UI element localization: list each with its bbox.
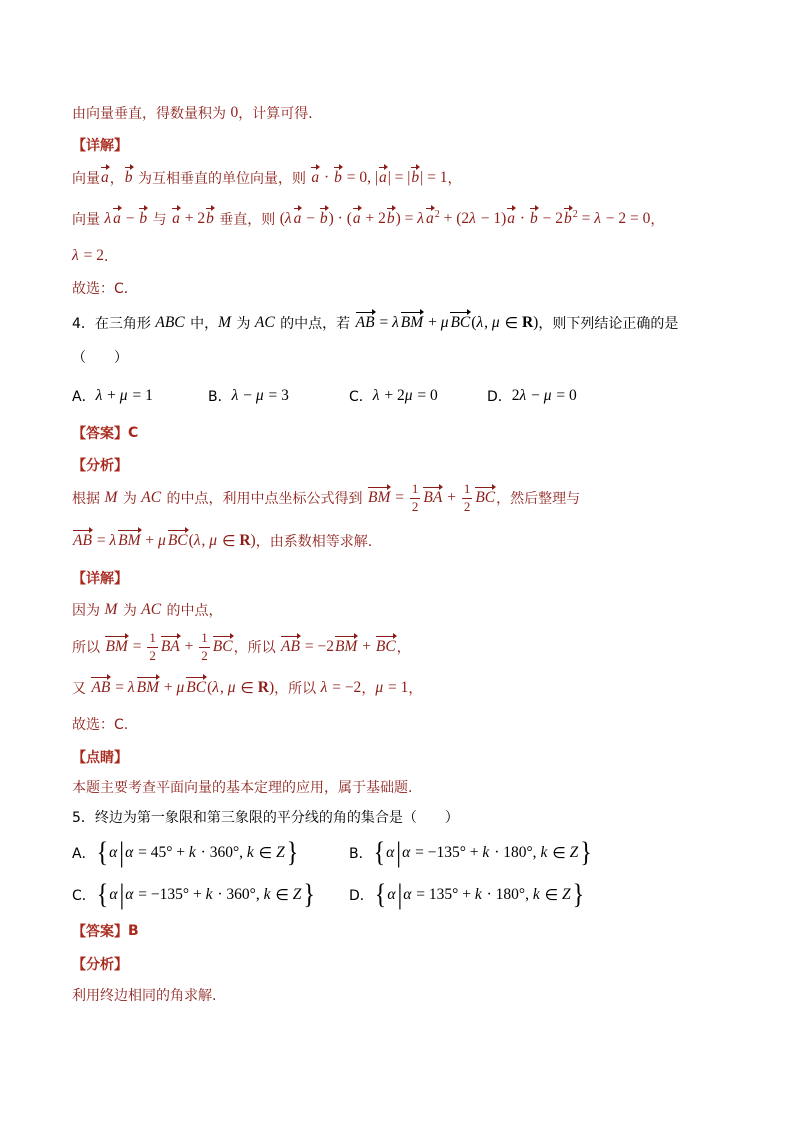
math-expression: +	[141, 532, 159, 549]
math-expression: =	[111, 679, 128, 696]
q4-analysis-label: 【分析】	[72, 458, 128, 474]
q3-detail-line-3	[72, 243, 118, 269]
vector: a	[113, 210, 121, 228]
option-expression	[373, 838, 593, 868]
math-delimiter: |	[119, 837, 125, 869]
math-delimiter: }	[572, 879, 585, 911]
option-letter: B．	[349, 846, 373, 862]
math-expression: − 1)	[476, 210, 507, 227]
q4-analysis-line-2	[72, 528, 372, 554]
math-expression: (	[188, 532, 194, 549]
math-variable: μ	[404, 387, 413, 404]
math-expression: − 2 = 0	[601, 210, 651, 227]
math-expression: )	[533, 314, 539, 331]
q4-detail-line-2	[72, 626, 411, 668]
q3-detail-label: 【详解】	[72, 138, 128, 154]
math-variable: λ	[127, 679, 135, 696]
math-variable: α	[125, 844, 134, 861]
math-delimiter: |	[396, 837, 402, 869]
math-expression: + 2	[361, 210, 386, 227]
math-expression: +	[180, 638, 198, 655]
math-expression: = 1	[384, 679, 409, 696]
math-variable: Z	[292, 886, 302, 903]
q4-conclusion: 故选：C.	[72, 717, 129, 733]
math-variable: M	[104, 489, 118, 506]
fraction-numerator: 1	[147, 631, 158, 647]
option-expression	[96, 838, 300, 868]
vector: BM	[368, 489, 391, 507]
q3-conclusion: 故选：C．	[72, 281, 138, 297]
math-variable: μ	[440, 314, 449, 331]
math-expression: ) · (	[328, 210, 352, 227]
vector: BM	[136, 679, 159, 697]
q5-option-a	[72, 838, 299, 868]
math-expression: = 0	[413, 387, 438, 404]
q5-analysis: 利用终边相同的角求解.	[72, 988, 217, 1004]
vector: a	[426, 210, 434, 228]
text-run: 向量	[72, 212, 105, 228]
vector: BA	[160, 638, 180, 656]
q5-option-b	[349, 838, 593, 868]
math-expression: + (2	[439, 210, 470, 227]
fraction	[410, 482, 421, 514]
text-run: 为互相垂直的单位向量，则	[133, 171, 311, 187]
fraction-denominator: 2	[201, 647, 208, 663]
text-run: ，	[109, 171, 124, 187]
math-expression: ∈	[540, 886, 563, 904]
math-variable: k	[205, 886, 213, 903]
text-run: 中，	[185, 316, 219, 332]
q4-option-d	[487, 383, 577, 409]
math-variable: λ	[72, 247, 79, 264]
math-variable: λ	[212, 679, 219, 696]
math-expression: +	[103, 387, 120, 404]
math-expression: ∈	[271, 886, 293, 904]
math-variable: μ	[543, 387, 552, 404]
math-variable: k	[482, 844, 490, 861]
math-expression: = 3	[264, 387, 289, 404]
text-run: ，	[650, 212, 665, 228]
math-expression: | = 1	[420, 169, 448, 186]
text-run: 与	[148, 212, 172, 228]
fraction-denominator: 2	[149, 647, 156, 663]
math-expression: (	[207, 679, 213, 696]
text-run: 所以	[72, 640, 105, 656]
vector: a	[172, 210, 180, 228]
q4-detail-label: 【详解】	[72, 571, 128, 587]
option-expression	[232, 383, 289, 409]
math-variable: λ	[320, 679, 328, 696]
q3-detail-line-1	[72, 165, 462, 191]
vector: AB	[73, 532, 92, 550]
q4-remark-label: 【点睛】	[72, 750, 128, 766]
q3-detail-line-2	[72, 206, 664, 232]
math-variable: α	[109, 844, 118, 861]
math-expression: | = |	[387, 169, 411, 186]
math-expression: + 2	[380, 387, 405, 404]
math-variable: λ	[284, 210, 292, 227]
math-expression: ,	[201, 532, 210, 549]
vector: BC	[475, 489, 496, 507]
option-letter: B．	[208, 389, 232, 405]
math-expression: · 180°,	[482, 886, 533, 903]
q4-answer-blank: （ ）	[72, 350, 128, 366]
q4-question-stem	[72, 310, 678, 336]
math-variable: μ	[255, 387, 264, 404]
math-expression: =	[92, 532, 110, 549]
vector: a	[378, 169, 387, 187]
fraction	[199, 631, 210, 663]
math-variable: μ	[227, 679, 236, 696]
q4-analysis-line-1	[72, 477, 580, 519]
math-delimiter: {	[96, 837, 109, 869]
option-letter: D．	[487, 389, 512, 405]
vector: b	[206, 210, 214, 228]
math-expression: ,	[219, 679, 228, 696]
math-variable: λ	[104, 210, 112, 227]
math-expression: = 2	[79, 247, 104, 264]
math-delimiter: {	[373, 837, 386, 869]
math-expression: =	[375, 314, 393, 331]
math-expression: −	[121, 210, 139, 227]
math-variable: α	[402, 844, 411, 861]
text-run: ，由系数相等求解.	[255, 534, 373, 550]
fraction-numerator: 1	[410, 482, 421, 498]
math-variable: α	[125, 886, 134, 903]
math-delimiter: {	[96, 879, 109, 911]
q5-answer	[72, 918, 139, 944]
math-variable: λ	[193, 532, 201, 549]
math-expression: −	[239, 387, 256, 404]
text-run: ，所以	[274, 681, 321, 697]
math-expression: · 360°,	[196, 844, 247, 861]
math-expression: ∈	[218, 532, 240, 550]
answer-value: C	[128, 425, 139, 441]
math-delimiter: {	[374, 879, 387, 911]
fraction-numerator: 1	[462, 482, 473, 498]
option-expression	[96, 383, 153, 409]
text-run: 向量	[72, 171, 100, 187]
math-variable: μ	[176, 679, 185, 696]
math-variable: λ	[469, 210, 476, 227]
math-variable: λ	[95, 387, 103, 404]
math-expression: · 360°,	[213, 886, 264, 903]
math-variable: μ	[119, 387, 128, 404]
vector: BA	[423, 489, 443, 507]
math-expression: = 45° +	[134, 844, 189, 861]
math-variable: k	[188, 844, 196, 861]
math-expression: (	[471, 314, 477, 331]
q4-remark: 本题主要考查平面向量的基本定理的应用，属于基础题.	[72, 780, 413, 796]
option-expression	[512, 383, 577, 409]
math-expression: +	[443, 489, 460, 506]
math-variable: μ	[209, 532, 218, 549]
math-variable: λ	[109, 532, 117, 549]
vector: AB	[281, 638, 300, 656]
vector: b	[334, 169, 342, 187]
vector: b	[411, 169, 420, 187]
math-variable: μ	[491, 314, 500, 331]
math-variable: Z	[276, 844, 285, 861]
vector: AB	[91, 679, 111, 697]
math-expression: −	[302, 210, 319, 227]
answer-label: 【答案】	[72, 924, 128, 940]
vector: b	[386, 210, 395, 228]
math-expression: = 1	[128, 387, 153, 404]
fraction-denominator: 2	[411, 498, 419, 514]
math-expression: 2	[511, 387, 520, 404]
q3-analysis-tail	[72, 100, 322, 126]
vector: b	[529, 210, 538, 228]
answer-value: B	[128, 923, 139, 939]
math-expression: +	[160, 679, 177, 696]
text-run: 为	[118, 491, 142, 507]
q5-option-d	[349, 880, 585, 910]
fraction	[147, 631, 158, 663]
text-run: ，	[447, 171, 462, 187]
math-variable: k	[263, 886, 271, 903]
math-delimiter: }	[286, 837, 299, 869]
math-variable: μ	[375, 679, 384, 696]
math-variable: k	[474, 886, 482, 903]
math-expression: )	[250, 532, 256, 549]
math-variable: λ	[392, 314, 399, 331]
vector: BM	[400, 314, 424, 332]
vector: a	[507, 210, 516, 228]
vector: BC	[450, 314, 471, 332]
text-run: ，	[361, 681, 376, 697]
math-expression: −	[527, 387, 544, 404]
math-expression: =	[128, 638, 146, 655]
vector: a	[352, 210, 361, 228]
math-expression: ) =	[395, 210, 418, 227]
vector: BC	[375, 638, 396, 656]
superscript: 2	[434, 209, 440, 220]
vector: b	[124, 169, 133, 187]
math-variable: α	[109, 886, 118, 903]
math-expression: + 2	[180, 210, 206, 227]
math-variable: AC	[141, 601, 162, 618]
vector: a	[311, 169, 320, 187]
q4-answer	[72, 420, 138, 446]
math-variable: k	[532, 886, 540, 903]
vector: AB	[355, 314, 375, 332]
q4-option-b	[208, 383, 289, 409]
text-run: ，所以	[233, 640, 281, 656]
math-delimiter: |	[119, 879, 125, 911]
math-variable: Z	[569, 844, 579, 861]
text-run: ．	[103, 249, 118, 265]
math-expression: = −2	[328, 679, 362, 696]
option-letter: A．	[72, 846, 96, 862]
math-variable: ABC	[155, 314, 185, 331]
fraction	[462, 482, 473, 514]
math-variable: λ	[372, 387, 380, 404]
text-run: 的中点，	[162, 603, 223, 619]
math-expression: ∈	[254, 844, 277, 862]
math-variable: AC	[254, 314, 275, 331]
math-variable: α	[386, 844, 395, 861]
math-delimiter: }	[303, 879, 315, 911]
math-variable: μ	[158, 532, 166, 549]
math-variable: λ	[594, 210, 601, 227]
text-run: 因为	[72, 603, 105, 619]
vector: b	[319, 210, 328, 228]
math-expression: = 0	[552, 387, 577, 404]
math-variable: λ	[417, 210, 424, 227]
vector: BM	[334, 638, 358, 656]
vector: b	[563, 210, 572, 228]
vector: BC	[186, 679, 207, 697]
text-run: ，然后整理与	[496, 491, 581, 507]
option-expression	[374, 880, 585, 910]
math-expression: − 2	[538, 210, 563, 227]
math-expression: ∈	[548, 844, 570, 862]
text-run: ，则下列结论正确的是	[538, 316, 679, 332]
math-variable: k	[540, 844, 548, 861]
vector: BM	[105, 638, 128, 656]
math-variable: k	[246, 844, 254, 861]
math-expression: =	[391, 489, 408, 506]
text-run: 的中点，利用中点坐标公式得到	[162, 491, 367, 507]
math-expression: ∈	[236, 679, 258, 697]
math-expression: ,	[484, 314, 492, 331]
math-expression: =	[577, 210, 595, 227]
math-variable: λ	[476, 314, 484, 331]
math-variable: AC	[141, 489, 162, 506]
q4-option-a	[72, 383, 153, 409]
text-run: 4．在三角形	[72, 316, 156, 332]
q5-analysis-label: 【分析】	[72, 957, 128, 973]
math-expression: = 0, |	[342, 169, 378, 186]
text-run: ，	[396, 640, 411, 656]
vector: b	[139, 210, 148, 228]
vector: BC	[212, 638, 233, 656]
text-run: 为	[118, 603, 142, 619]
math-expression: (	[279, 210, 285, 227]
answer-label: 【答案】	[72, 426, 128, 442]
text-run: 根据	[72, 491, 105, 507]
math-variable: α	[387, 886, 396, 903]
math-expression: · 180°,	[490, 844, 541, 861]
q5-option-c	[72, 880, 316, 910]
math-expression: ∈	[500, 314, 522, 332]
text-run: ，	[408, 681, 423, 697]
math-variable: M	[104, 601, 118, 618]
math-expression: +	[424, 314, 441, 331]
math-set-symbol: R	[521, 314, 534, 331]
math-expression: = −135° +	[134, 886, 206, 903]
option-letter: A．	[72, 389, 96, 405]
math-variable: λ	[231, 387, 239, 404]
option-letter: D．	[349, 888, 374, 904]
text-run: 为	[232, 316, 255, 332]
fraction-denominator: 2	[463, 498, 471, 514]
math-variable: α	[403, 886, 412, 903]
option-letter: C．	[72, 888, 96, 904]
math-expression: )	[268, 679, 275, 696]
text-run: ，计算可得．	[238, 106, 323, 122]
q5-question-stem: 5．终边为第一象限和第三象限的平分线的角的集合是（ ）	[72, 810, 459, 826]
q4-option-c	[349, 383, 438, 409]
math-expression: +	[358, 638, 375, 655]
q4-detail-line-3	[72, 675, 422, 701]
math-set-symbol: R	[257, 679, 269, 696]
vector: a	[293, 210, 302, 228]
vector: BM	[118, 532, 141, 550]
text-run: 垂直，则	[214, 212, 280, 228]
text-run: 由向量垂直，得数量积为	[72, 106, 231, 122]
math-expression: ·	[320, 169, 334, 186]
math-variable: λ	[519, 387, 527, 404]
math-expression: = 135° +	[412, 886, 475, 903]
q4-detail-line-1	[72, 597, 223, 623]
text-run: 又	[72, 681, 91, 697]
math-variable: M	[218, 314, 232, 331]
math-delimiter: }	[580, 837, 592, 869]
fraction-numerator: 1	[199, 631, 210, 647]
vector: BC	[167, 532, 188, 550]
math-expression: ·	[516, 210, 529, 227]
superscript: 2	[572, 209, 578, 220]
math-set-symbol: R	[239, 532, 251, 549]
option-expression	[373, 383, 438, 409]
math-variable: Z	[562, 886, 571, 903]
option-letter: C．	[349, 389, 373, 405]
vector: a	[101, 169, 109, 187]
math-expression: = −2	[300, 638, 334, 655]
option-expression	[96, 880, 316, 910]
math-expression: 0	[230, 104, 239, 121]
math-expression: = −135° +	[411, 844, 483, 861]
text-run: 的中点，若	[275, 316, 355, 332]
math-delimiter: |	[397, 879, 403, 911]
